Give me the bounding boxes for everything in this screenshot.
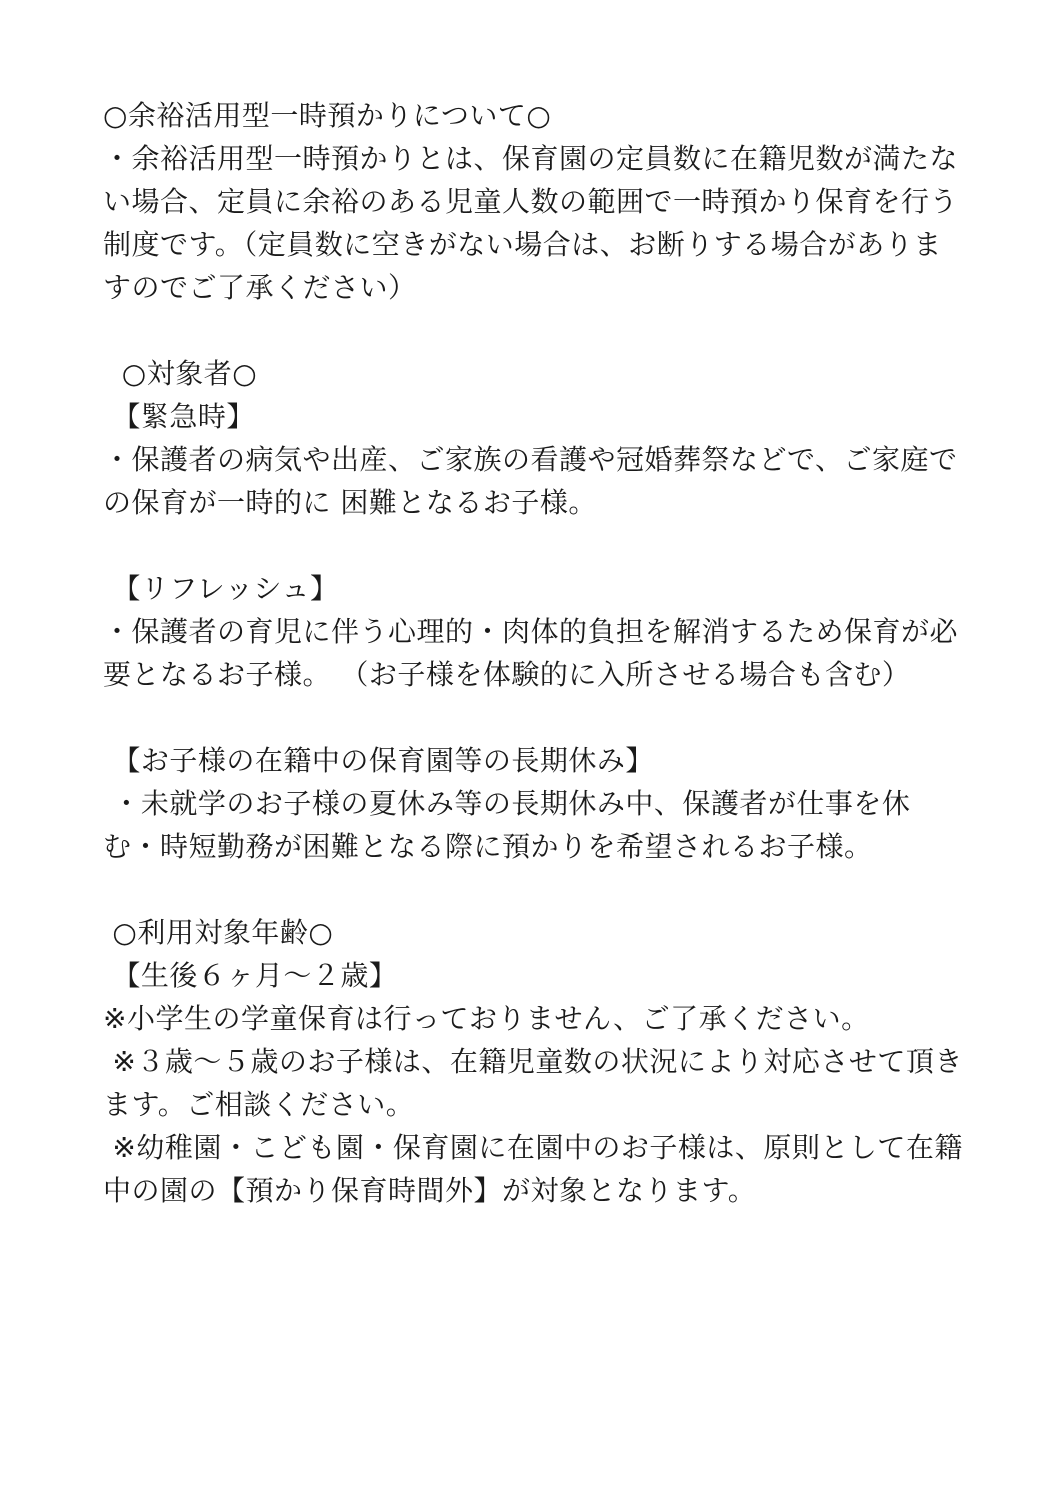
section-heading-temporary-care: ○余裕活用型一時預かりについて○	[103, 99, 552, 132]
intro-line: い場合、定員に余裕のある児童人数の範囲で一時預かり保育を行う	[103, 185, 959, 218]
subheading-emergency: 【緊急時】	[103, 400, 255, 433]
refresh-line: ・保護者の育児に伴う心理的・肉体的負担を解消するため保育が必	[103, 615, 959, 648]
section-heading-age: ○利用対象年齢○	[103, 916, 334, 949]
section-heading-target: ○対象者○	[103, 357, 258, 390]
subheading-long-holiday: 【お子様の在籍中の保育園等の長期休み】	[103, 744, 654, 777]
document-body	[103, 94, 963, 1212]
age-note-line: 中の園の【預かり保育時間外】が対象となります。	[103, 1174, 757, 1207]
refresh-line: 要となるお子様。 （お子様を体験的に入所させる場合も含む）	[103, 658, 911, 691]
age-note-line: ※小学生の学童保育は行っておりません、ご了承ください。	[103, 1002, 870, 1035]
age-note-line: ※幼稚園・こども園・保育園に在園中のお子様は、原則として在籍	[103, 1131, 963, 1164]
emergency-line: の保育が一時的に 困難となるお子様。	[103, 486, 597, 519]
subheading-refresh: 【リフレッシュ】	[103, 572, 339, 605]
age-note-line: ます。ご相談ください。	[103, 1088, 415, 1121]
long-holiday-line: む・時短勤務が困難となる際に預かりを希望されるお子様。	[103, 830, 873, 863]
intro-line: すのでご了承ください）	[103, 271, 417, 304]
long-holiday-line: ・未就学のお子様の夏休み等の長期休み中、保護者が仕事を休	[103, 787, 911, 820]
age-note-line: ※３歳〜５歳のお子様は、在籍児童数の状況により対応させて頂き	[103, 1045, 963, 1078]
emergency-line: ・保護者の病気や出産、ご家族の看護や冠婚葬祭などで、ご家庭で	[103, 443, 958, 476]
age-range: 【生後６ヶ月〜２歳】	[103, 959, 398, 992]
intro-line: ・余裕活用型一時預かりとは、保育園の定員数に在籍児数が満たな	[103, 142, 959, 175]
intro-line: 制度です。（定員数に空きがない場合は、お断りする場合がありま	[103, 228, 942, 261]
